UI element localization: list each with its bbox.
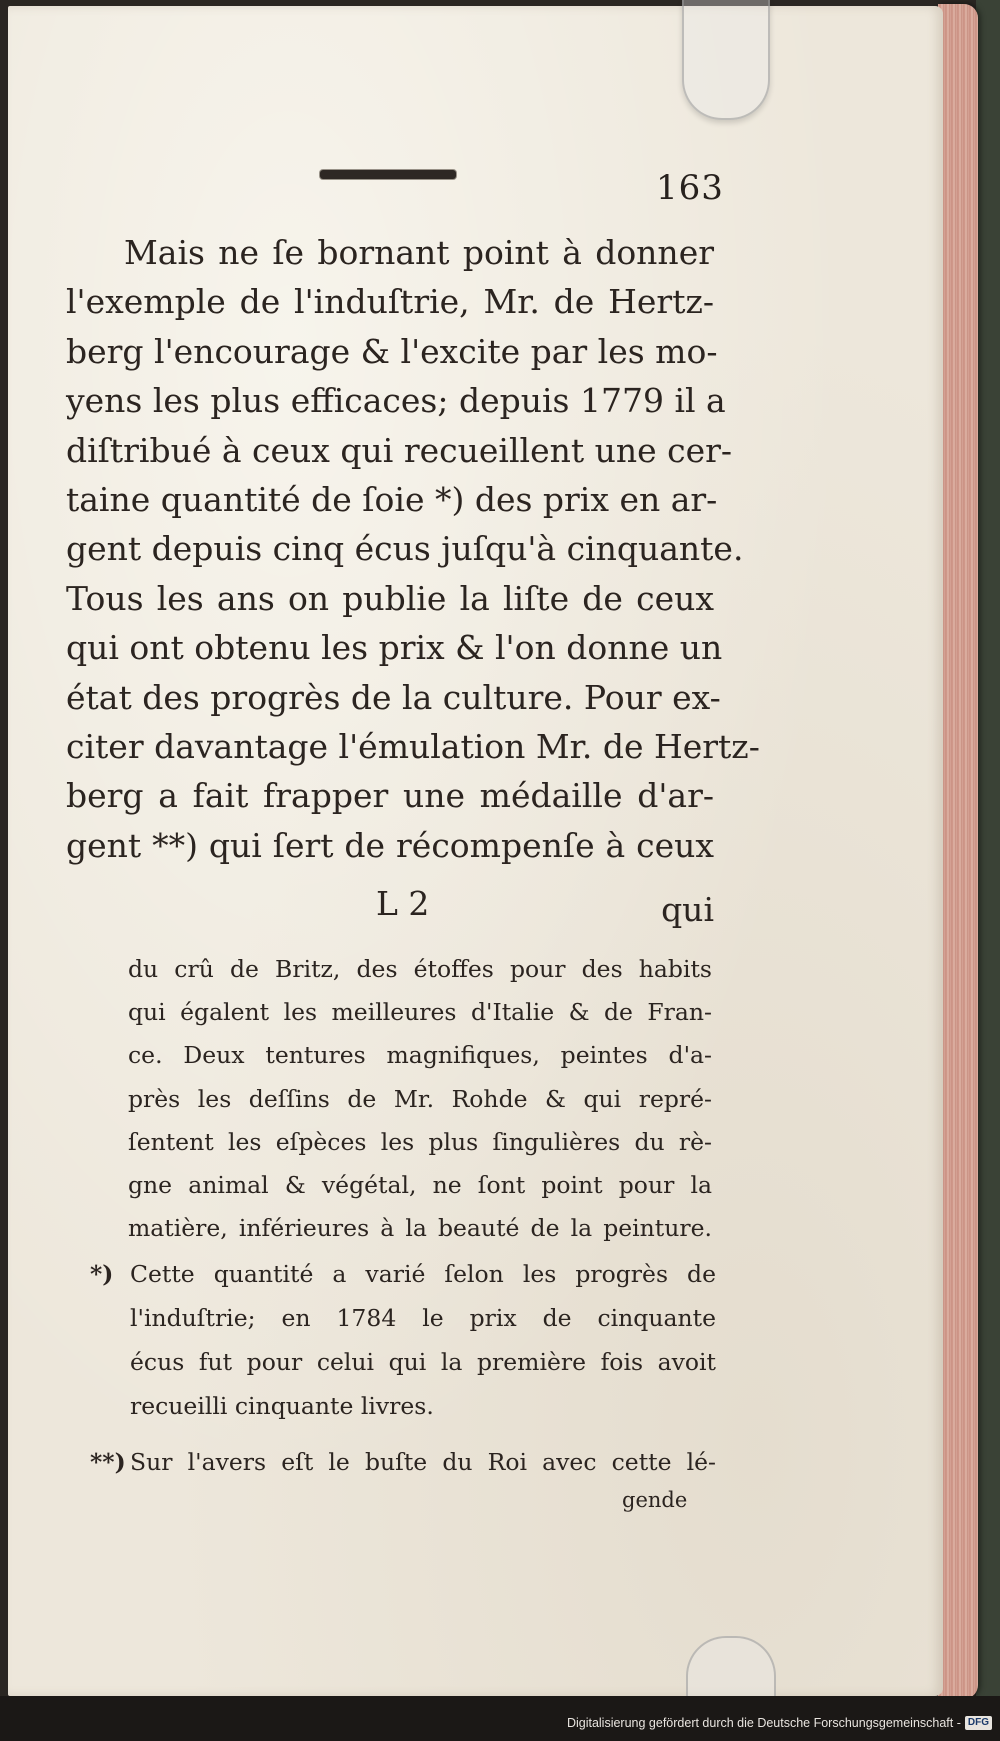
- main-text-line: taine quantité de ſoie *) des prix en ar-: [66, 480, 718, 520]
- page-clip-bottom: [686, 1636, 776, 1700]
- footnote-line: gne animal & végétal, ne ſont point pour la: [128, 1171, 712, 1200]
- main-text-line: citer davantage l'émulation Mr. de Hertz-: [66, 727, 760, 767]
- footnote-marker: *): [90, 1260, 114, 1288]
- footnote-marker: **): [90, 1448, 126, 1476]
- footnote-line: Sur l'avers eſt le buſte du Roi avec cette lé-: [130, 1448, 716, 1476]
- main-text-line: yens les plus efficaces; depuis 1779 il a: [66, 381, 726, 421]
- main-text-line: diſtribué à ceux qui recueillent une cer-: [66, 430, 733, 470]
- main-text-line: Mais ne ſe bornant point à donner: [124, 233, 714, 272]
- continued-footnote-block: [128, 948, 712, 1250]
- footnote-line: ſentent les eſpèces les plus ſingulières du rè-: [128, 1127, 712, 1156]
- main-text-block: [66, 228, 760, 870]
- main-text-line: qui ont obtenu les prix & l'on donne un: [66, 628, 723, 668]
- page-edges: [938, 4, 978, 1699]
- page-number: 163: [656, 168, 724, 208]
- footnote-body: [130, 1252, 716, 1428]
- footnote-body: [130, 1440, 716, 1484]
- footnote-line: ce. Deux tentures magnifiques, peintes d'a-: [128, 1041, 712, 1070]
- footnote-catchword: gende: [622, 1488, 688, 1512]
- credit-text: Digitalisierung gefördert durch die Deutsche Forschungsgemeinschaft -: [566, 1716, 961, 1730]
- main-text-line: berg a fait frapper une médaille d'ar-: [66, 776, 714, 816]
- signature-row: [66, 884, 714, 934]
- main-text-line: Tous les ans on publie la liſte de ceux: [66, 578, 714, 618]
- footnote-line: du crû de Britz, des étoffes pour des habits: [128, 955, 712, 983]
- printer-signature: L 2: [376, 884, 430, 923]
- headline-ornament-rule: [320, 170, 456, 179]
- main-text-line: berg l'encourage & l'excite par les mo-: [66, 331, 718, 371]
- main-text-line: gent **) qui ſert de récompenſe à ceux: [66, 825, 714, 865]
- main-text-line: état des progrès de la culture. Pour ex-: [66, 677, 721, 717]
- footnote-silk-quantity: [90, 1252, 720, 1428]
- footnote-line: écus fut pour celui qui la première fois avoit: [130, 1348, 716, 1376]
- dfg-logo: DFG: [965, 1716, 992, 1730]
- footnote-line: près les deſſins de Mr. Rohde & qui repré-: [128, 1084, 712, 1113]
- footnote-line: l'induſtrie; en 1784 le prix de cinquante: [130, 1304, 716, 1332]
- book-binding: [976, 0, 1000, 1741]
- main-text-line: gent depuis cinq écus juſqu'à cinquante.: [66, 529, 744, 569]
- catchword: qui: [661, 890, 714, 929]
- footnote-line: matière, inférieures à la beauté de la peinture.: [128, 1214, 712, 1243]
- footnote-line: recueilli cinquante livres.: [130, 1392, 434, 1420]
- footnote-line: qui égalent les meilleures d'Italie & de Fran-: [128, 998, 712, 1027]
- footnote-medal: [90, 1440, 720, 1484]
- digitization-credit: [567, 1716, 992, 1730]
- footnote-line: Cette quantité a varié ſelon les progrès de: [130, 1260, 716, 1288]
- main-text-line: l'exemple de l'induſtrie, Mr. de Hertz-: [66, 282, 714, 322]
- page-clip-top: [682, 0, 770, 120]
